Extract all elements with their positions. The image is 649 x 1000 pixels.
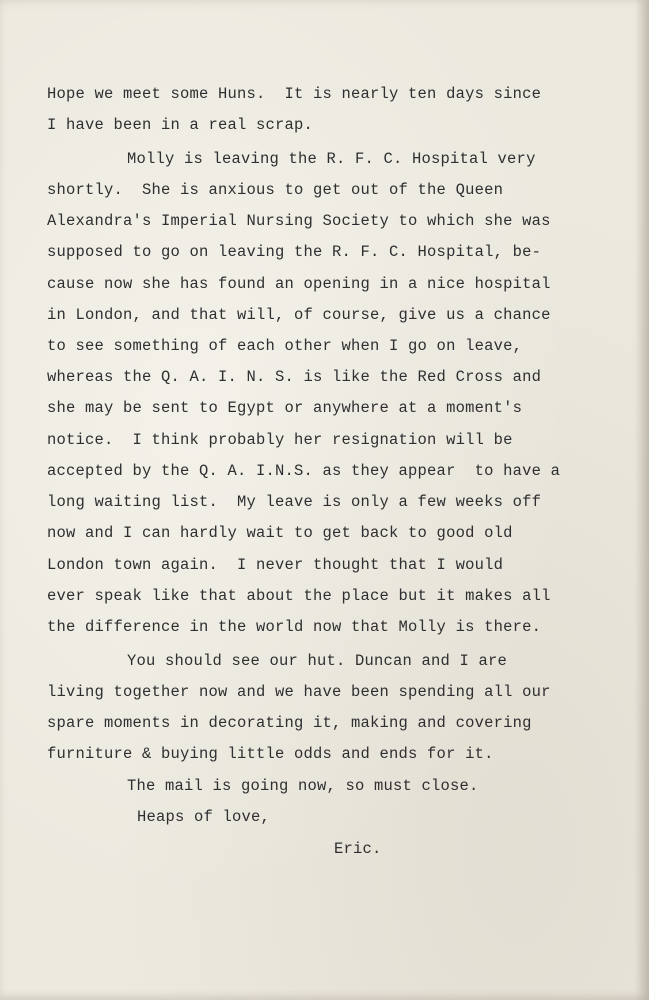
letter-signature: Eric. — [334, 840, 382, 858]
letter-line: cause now she has found an opening in a nice hospital — [47, 275, 551, 293]
letter-line: accepted by the Q. A. I.N.S. as they appear to have a — [47, 462, 561, 480]
letter-line: notice. I think probably her resignation will be — [47, 431, 513, 449]
letter-line: shortly. She is anxious to get out of the Queen — [47, 181, 504, 199]
letter-line: Hope we meet some Huns. It is nearly ten days since — [47, 85, 542, 103]
letter-line: spare moments in decorating it, making and covering — [47, 714, 532, 732]
letter-line: furniture & buying little odds and ends for it. — [47, 745, 494, 763]
letter-line: I have been in a real scrap. — [47, 116, 314, 134]
letter-line: she may be sent to Egypt or anywhere at a moment's — [47, 399, 523, 417]
letter-line: ever speak like that about the place but it makes all — [47, 587, 551, 605]
letter-salutation: Heaps of love, — [137, 808, 271, 826]
letter-line: London town again. I never thought that I would — [47, 556, 504, 574]
letter-line: the difference in the world now that Molly is there. — [47, 618, 542, 636]
letter-line: Molly is leaving the R. F. C. Hospital very — [127, 150, 536, 168]
letter-closing-line: The mail is going now, so must close. — [127, 777, 479, 795]
letter-line: Alexandra's Imperial Nursing Society to which she was — [47, 212, 551, 230]
letter-line: now and I can hardly wait to get back to good old — [47, 524, 513, 542]
letter-line: living together now and we have been spending all our — [47, 683, 551, 701]
letter-line: long waiting list. My leave is only a few weeks off — [47, 493, 542, 511]
letter-line: supposed to go on leaving the R. F. C. Hospital, be- — [47, 243, 542, 261]
page-edge-shadow — [635, 0, 649, 1000]
letter-line: in London, and that will, of course, give us a chance — [47, 306, 551, 324]
letter-line: whereas the Q. A. I. N. S. is like the Red Cross and — [47, 368, 542, 386]
letter-line: You should see our hut. Duncan and I are — [127, 652, 508, 670]
letter-line: to see something of each other when I go on leave, — [47, 337, 523, 355]
